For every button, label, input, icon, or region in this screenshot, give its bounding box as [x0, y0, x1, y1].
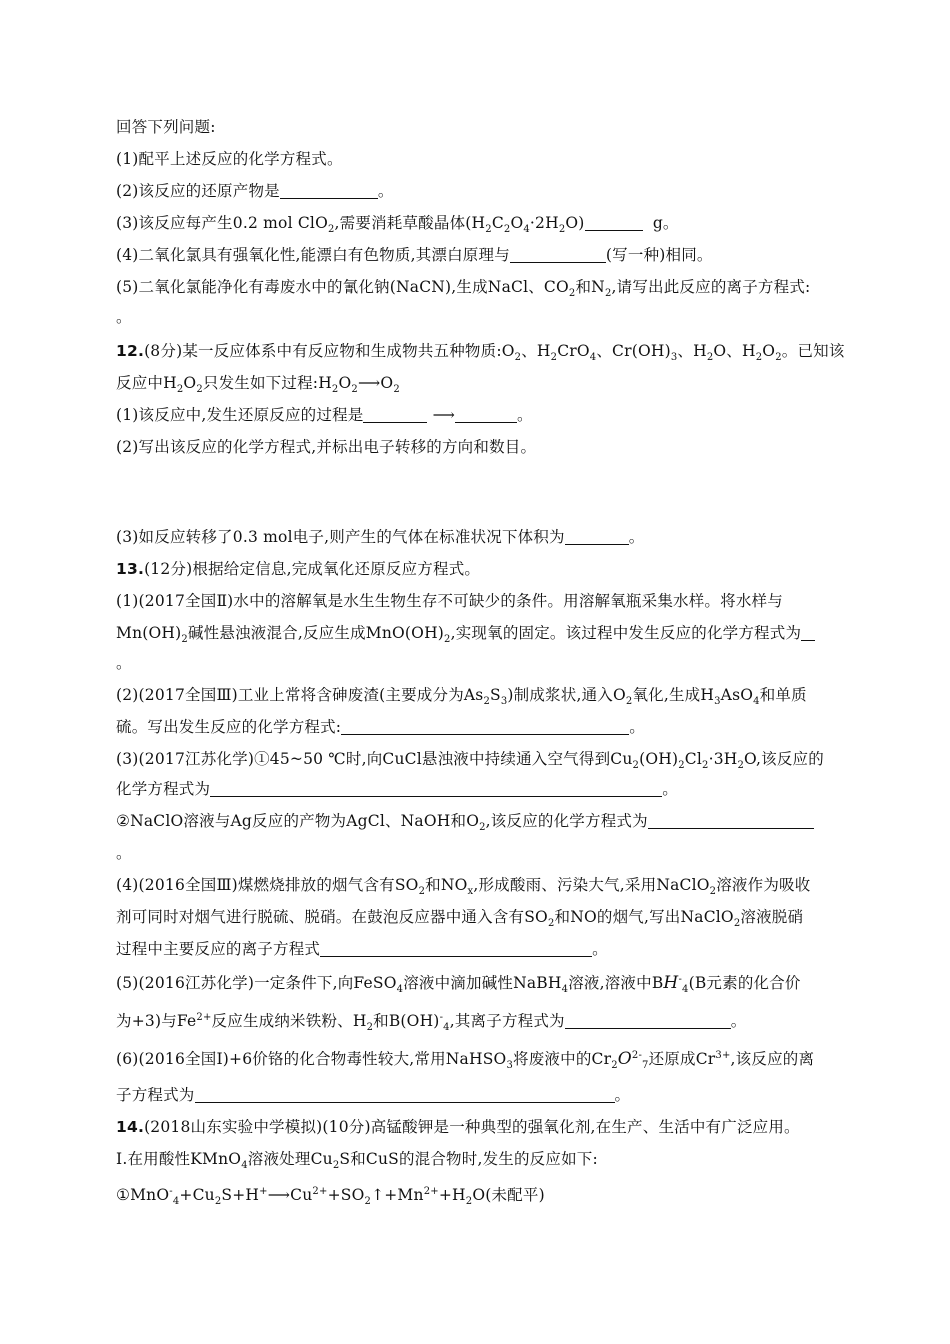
q13-part5-line2: 为+3)与$Fe^{2+}$反应生成纳米铁粉、$H_2$和$B(OH)^-_4$,其离子方程式为 。 [116, 1011, 747, 1034]
q12-line2: 反应中$H_2O_2$只发生如下过程$:H_2O_2⟶O_2$ [116, 374, 400, 396]
answer-blank[interactable] [280, 182, 378, 199]
q13-part3-line1: (3)(2017江苏化学)①45~50 ℃时,向CuCl悬浊液中持续通入空气得到$Cu_2(OH)_2Cl_2\cdot 3H_2O$,该反应的 [116, 750, 824, 772]
arrow-icon: ⟶ [357, 374, 381, 392]
answer-blank[interactable] [320, 940, 592, 957]
q13-part1-line1: (1)(2017全国Ⅱ)水中的溶解氧是水生生物生存不可缺少的条件。用溶解氧瓶采集水样。将水样与 [116, 592, 783, 610]
q11-part4: (4)二氧化氯具有强氧化性,能漂白有色物质,其漂白原理与 (写一种)相同。 [116, 246, 713, 264]
q13-part4-line2: 剂可同时对烟气进行脱硫、脱硝。在鼓泡反应器中通入含有$SO_2$和NO的烟气,写出NaClO$_2$溶液脱硝 [116, 908, 804, 930]
q12-part2: (2)写出该反应的化学方程式,并标出电子转移的方向和数目。 [116, 438, 537, 456]
q13-heading: 13.(12分)根据给定信息,完成氧化还原反应方程式。 [116, 560, 481, 578]
answer-blank[interactable] [565, 528, 629, 545]
q13-part3-line2: 化学方程式为 。 [116, 780, 678, 798]
q12-part3: (3)如反应转移了0.3 mol电子,则产生的气体在标准状况下体积为 。 [116, 528, 645, 546]
q11-part3: (3)该反应每产生0.2 mol ClO$_2$,需要消耗草酸晶体$(H_2C_2O_4\cdot 2H_2O)$ g。 [116, 214, 679, 236]
q11-part5: (5)二氧化氯能净化有毒废水中的氰化钠(NaCN),生成NaCl、$CO_2$和$N_2$,请写出此反应的离子方程式: [116, 278, 811, 300]
q13-part5-line1: (5)(2016江苏化学)一定条件下,向FeSO$_4$溶液中滴加碱性NaBH$_4$溶液,溶液中$BH^-_4(B$元素的化合价 [116, 973, 801, 996]
q12-line1: 12.(8分)某一反应体系中有反应物和生成物共五种物质$:O_2$、$H_2CrO_4$、$Cr(OH)_3$、$H_2O$、$H_2O_2$。已知该 [116, 342, 845, 364]
q13-part3-line3: ②NaClO溶液与Ag反应的产物为AgCl、NaOH和$O_2$,该反应的化学方程式为 [116, 810, 850, 832]
answer-blank[interactable] [801, 624, 815, 641]
q14-part1-intro: Ⅰ.在用酸性KMnO$_4$溶液处理$Cu_2S$和CuS的混合物时,发生的反应如下: [116, 1150, 598, 1172]
q13-part6-line2: 子方程式为 。 [116, 1086, 631, 1104]
answer-blank[interactable] [585, 214, 643, 231]
answer-blank[interactable] [341, 718, 629, 735]
q11-part2: (2)该反应的还原产物是 。 [116, 182, 394, 200]
q12-part1: (1)该反应中,发生还原反应的过程是 ⟶ 。 [116, 406, 533, 424]
answer-blank[interactable] [455, 406, 517, 423]
answer-blank[interactable] [363, 406, 427, 423]
answer-blank[interactable] [510, 246, 606, 263]
arrow-icon: ⟶ [267, 1186, 291, 1204]
arrow-icon: ⟶ [432, 406, 456, 424]
q13-part6-line1: (6)(2016全国Ⅰ)+6价铬的化合物毒性较大,常用NaHSO$_3$将废液中的$Cr_2O^{2-}_7$还原成$Cr^{3+}$,该反应的离 [116, 1049, 815, 1072]
q13-part1-line2: $Mn(OH)_2$碱性悬浊液混合,反应生成$MnO(OH)_2$,实现氧的固定。该过程中发生反应的化学方程式为 [116, 622, 850, 644]
q13-part2-line1: (2)(2017全国Ⅲ)工业上常将含砷废渣(主要成分为$As_2S_3$)制成浆状,通入$O_2$氧化,生成$H_3AsO_4$和单质 [116, 686, 807, 708]
q13-part4-line1: (4)(2016全国Ⅲ)煤燃烧排放的烟气含有$SO_2$和$NO_x$,形成酸雨、污染大气,采用NaClO$_2$溶液作为吸收 [116, 876, 811, 898]
q11-part1: (1)配平上述反应的化学方程式。 [116, 150, 343, 168]
q14-reaction1: $①MnO^-_4+Cu_2S+H^+⟶Cu^{2+}+SO_2↑+Mn^{2+}+H_2O$(未配平) [116, 1185, 545, 1208]
q13-part4-line3: 过程中主要反应的离子方程式 。 [116, 940, 608, 958]
q11-intro: 回答下列问题: [116, 118, 216, 136]
q13-part3-end: 。 [116, 844, 132, 862]
answer-blank[interactable] [210, 780, 662, 797]
answer-blank[interactable] [565, 1012, 731, 1029]
answer-blank[interactable] [648, 812, 814, 829]
q14-heading: 14.(2018山东实验中学模拟)(10分)高锰酸钾是一种典型的强氧化剂,在生产、生活中有广泛应用。 [116, 1118, 800, 1136]
q11-part5-end: 。 [116, 308, 132, 326]
q13-part1-end: 。 [116, 654, 132, 672]
answer-blank[interactable] [195, 1086, 615, 1103]
q13-part2-line2: 硫。写出发生反应的化学方程式: 。 [116, 718, 645, 736]
